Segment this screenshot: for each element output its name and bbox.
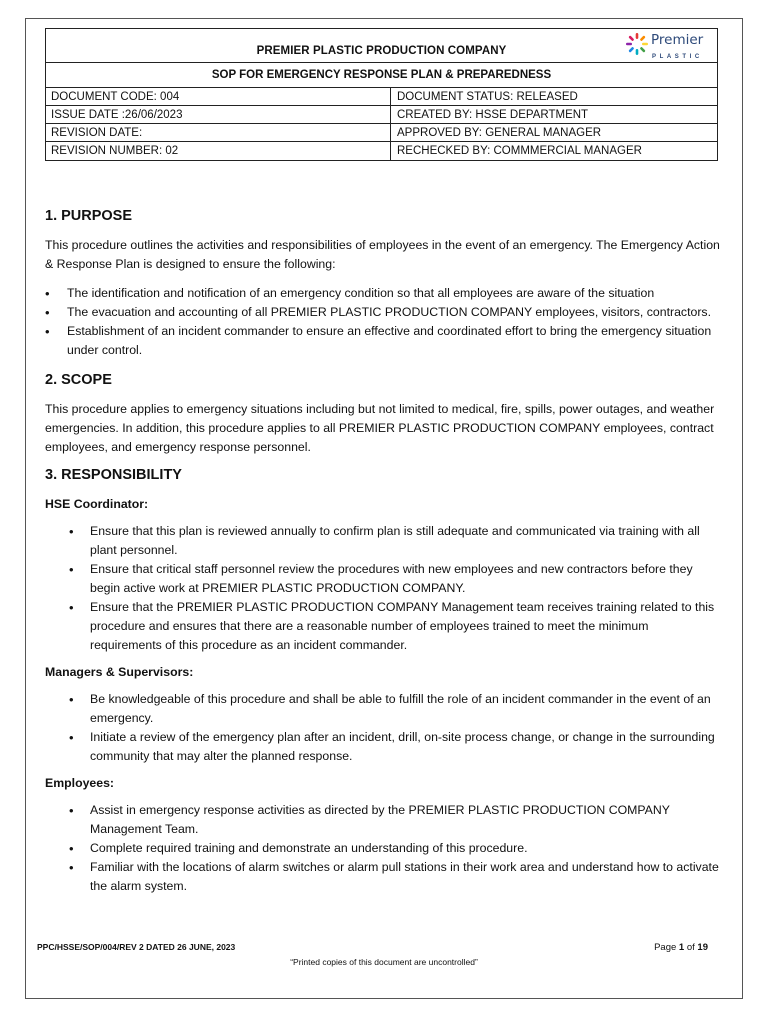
logo-subtitle: PLASTIC <box>652 54 703 60</box>
current-page: 1 <box>678 942 685 953</box>
list-item: • Familiar with the locations of alarm switches or alarm pull stations in their work area and understand how to activate the alarm system. <box>45 858 720 896</box>
employees-title: Employees: <box>45 776 115 790</box>
header-row <box>46 142 717 160</box>
scope-heading: 2. SCOPE <box>45 372 112 388</box>
uncontrolled-copy-note: “Printed copies of this document are uncontrolled” <box>290 957 478 967</box>
logo-wordmark: Premier <box>651 32 704 48</box>
of-label: of <box>686 942 695 953</box>
purpose-list <box>45 284 720 360</box>
hse-coordinator-title: HSE Coordinator: <box>45 497 149 511</box>
premier-plastic-logo <box>625 32 707 60</box>
hse-coordinator-list <box>45 522 720 655</box>
company-name: PREMIER PLASTIC PRODUCTION COMPANY <box>256 45 507 57</box>
created-by: CREATED BY: HSSE DEPARTMENT <box>397 109 589 121</box>
list-item: • Assist in emergency response activities as directed by the PREMIER PLASTIC PRODUCTION COMPANY Management Team. <box>45 801 720 839</box>
header-row <box>46 88 717 106</box>
purpose-intro: This procedure outlines the activities and responsibilities of employees in the event of an emergency. The Emergency Action & Response Plan is designed to ensure the following: <box>45 238 720 271</box>
list-item: • The identification and notification of an emergency condition so that all employees are aware of the situation <box>45 284 720 303</box>
issue-date: ISSUE DATE :26/06/2023 <box>46 106 391 123</box>
revision-date: REVISION DATE: <box>46 124 391 141</box>
document-status: DOCUMENT STATUS: RELEASED <box>397 91 578 103</box>
list-item: • The evacuation and accounting of all PREMIER PLASTIC PRODUCTION COMPANY employees, visitors, contractors. <box>45 303 720 322</box>
pinwheel-logo-icon <box>625 32 649 56</box>
document-code: DOCUMENT CODE: 004 <box>46 88 391 105</box>
managers-supervisors-title: Managers & Supervisors: <box>45 665 194 679</box>
managers-supervisors-list <box>45 690 720 766</box>
document-body <box>45 208 720 904</box>
document-reference: PPC/HSSE/SOP/004/REV 2 DATED 26 JUNE, 2023 <box>37 942 236 952</box>
scope-text: This procedure applies to emergency situations including but not limited to medical, fire, spills, power outages, and weather emergencies. In addition, this procedure applies to all PREMIER PLASTIC PRODUCTION COMPANY employees, contract employees, and emergency response personnel. <box>45 402 715 454</box>
list-item: • Ensure that the PREMIER PLASTIC PRODUCTION COMPANY Management team receives training related to this procedure and ensures that there are a reasonable number of employees trained to meet the minimum requirements of this procedure as an incident commander. <box>45 598 720 655</box>
responsibility-heading: 3. RESPONSIBILITY <box>45 467 182 483</box>
document-header-table <box>45 28 718 161</box>
list-item: • Ensure that this plan is reviewed annually to confirm plan is still adequate and communicated via training with all plant personnel. <box>45 522 720 560</box>
page-number <box>654 942 708 953</box>
rechecked-by: RECHECKED BY: COMMMERCIAL MANAGER <box>397 145 642 157</box>
revision-number: REVISION NUMBER: 02 <box>46 142 391 160</box>
header-title-row <box>46 29 717 63</box>
list-item: • Ensure that critical staff personnel review the procedures with new employees and new contractors before they begin active work at PREMIER PLASTIC PRODUCTION COMPANY. <box>45 560 720 598</box>
header-row <box>46 124 717 142</box>
employees-list <box>45 801 720 896</box>
approved-by: APPROVED BY: GENERAL MANAGER <box>397 127 602 139</box>
sop-title: SOP FOR EMERGENCY RESPONSE PLAN & PREPAREDNESS <box>46 63 717 88</box>
list-item: • Initiate a review of the emergency plan after an incident, drill, on-site process change, or change in the surrounding community that may alter the planned response. <box>45 728 720 766</box>
list-item: • Be knowledgeable of this procedure and shall be able to fulfill the role of an incident commander in the event of an emergency. <box>45 690 720 728</box>
list-item: • Establishment of an incident commander to ensure an effective and coordinated effort to bring the emergency situation under control. <box>45 322 720 360</box>
header-row <box>46 106 717 124</box>
list-item: • Complete required training and demonstrate an understanding of this procedure. <box>45 839 720 858</box>
total-pages: 19 <box>697 942 708 953</box>
page-label: Page <box>654 942 677 953</box>
purpose-heading: 1. PURPOSE <box>45 208 133 224</box>
